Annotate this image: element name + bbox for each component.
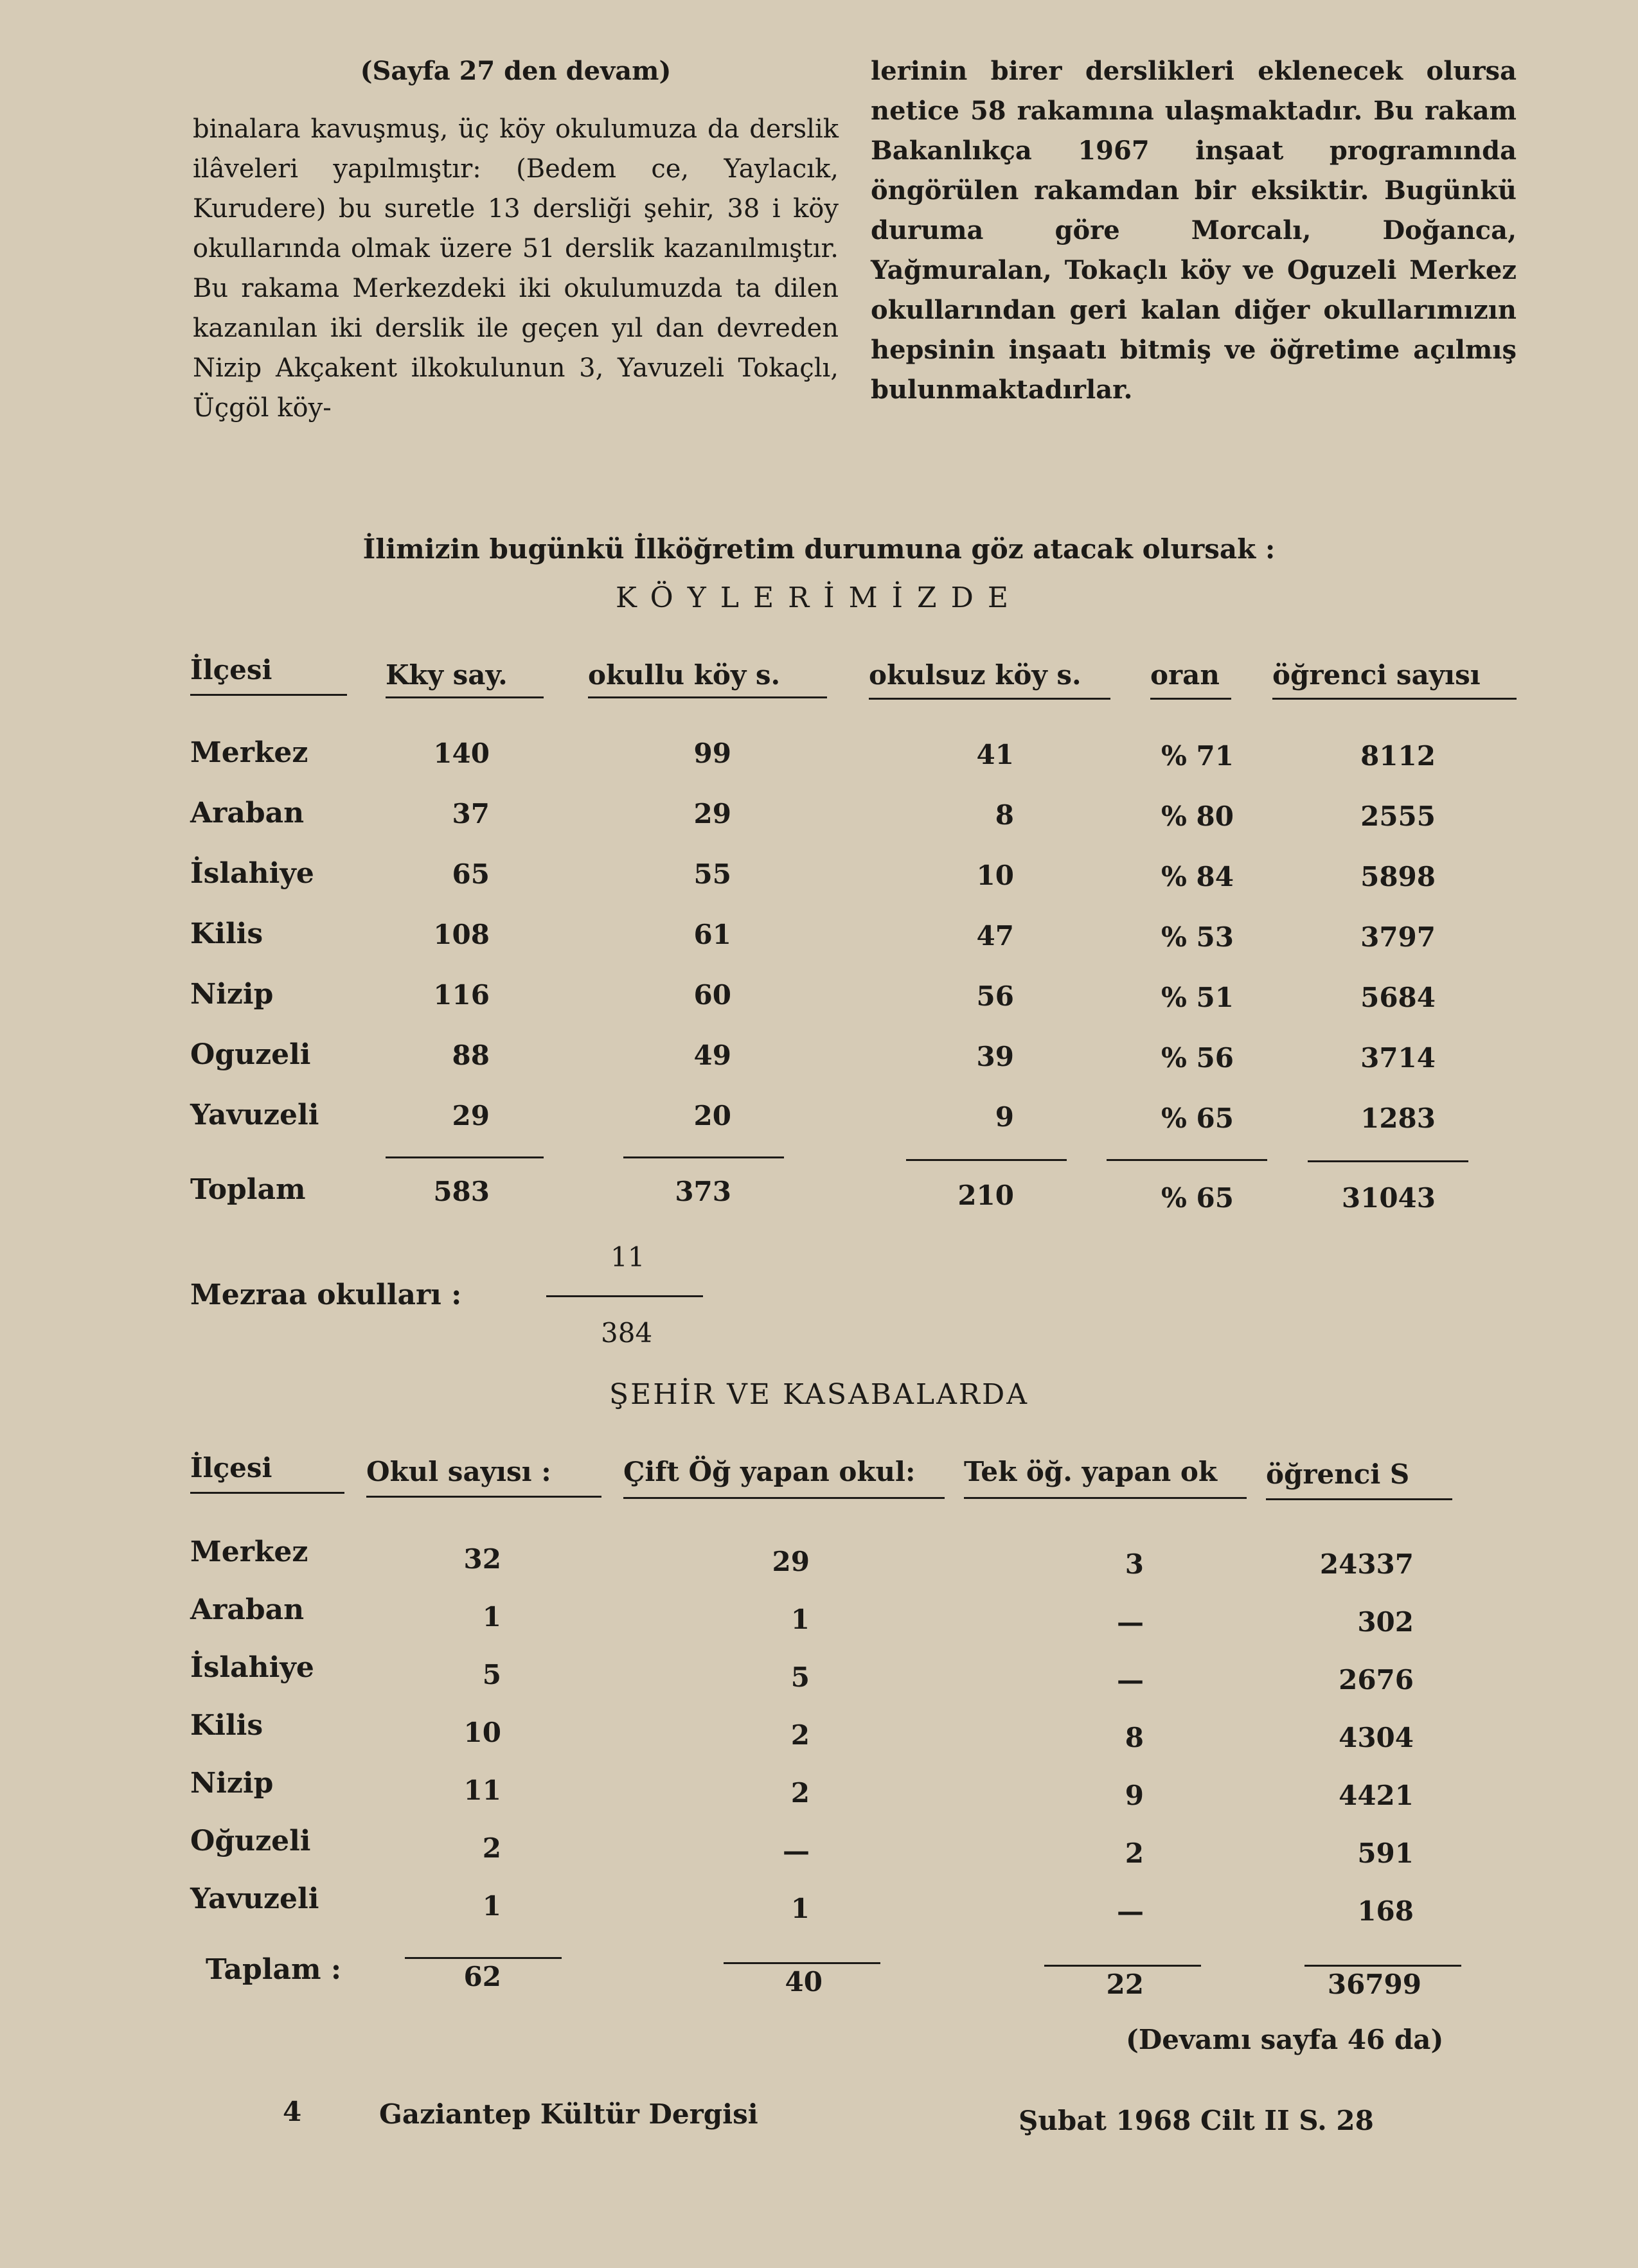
section2-title: ŞEHİR VE KASABALARDA — [609, 1378, 1029, 1411]
s2-row-okul: 1 — [482, 1601, 501, 1633]
s1-header-okullu: okullu köy s. — [588, 659, 781, 691]
s2-row-okul: 32 — [463, 1543, 501, 1575]
page-number: 4 — [283, 2096, 302, 2127]
s2-row-okul: 10 — [463, 1717, 501, 1748]
section1-intro: İlimizin bugünkü İlköğretim durumuna göz atacak olursak : — [362, 533, 1276, 565]
s2-row-tek: 8 — [1125, 1722, 1144, 1753]
s1-header-ilce: İlçesi — [190, 654, 272, 686]
s2-row-cift: 29 — [772, 1546, 810, 1577]
s2-row-ogrenci: 168 — [1357, 1895, 1414, 1927]
intro-right-text: lerinin birer derslikleri eklenecek olursa netice 58 rakamına ulaşmaktadır. Bu rakam Bakanlıkça 1967 inşaat programında öngörülen rakamdan bir eksiktir. Bugünkü duruma göre Morcalı, Doğanca, Yağmuralan, Tokaçlı köy ve Oguzeli Merkez okullarından geri kalan diğer okullarımızın hepsinin inşaatı bitmiş ve öğretime açılmış bulunmaktadırlar. — [871, 56, 1517, 405]
s2-row-ogrenci: 4304 — [1339, 1722, 1414, 1753]
intro-right-column — [871, 51, 1517, 410]
s2-row-tek: 2 — [1125, 1838, 1144, 1869]
s1-row-ilce: Merkez — [190, 736, 308, 769]
intro-left-column — [193, 51, 839, 428]
s2-total-cift: 40 — [785, 1966, 823, 1998]
s1-row-kky: 108 — [433, 919, 490, 950]
s1-row-okullu: 29 — [693, 798, 731, 829]
s1-row-okulsuz: 47 — [976, 920, 1014, 952]
s2-header-ilce: İlçesi — [190, 1452, 272, 1484]
continued-to-note: (Devamı sayfa 46 da) — [1126, 2024, 1444, 2055]
s2-row-tek: — — [1117, 1606, 1144, 1638]
s2-row-ogrenci: 302 — [1357, 1606, 1414, 1638]
s1-row-ogrenci: 5684 — [1360, 982, 1436, 1013]
s1-row-okullu: 55 — [693, 858, 731, 890]
s2-row-cift: 2 — [790, 1777, 810, 1809]
s1-row-ilce: Araban — [190, 797, 305, 829]
s2-row-ogrenci: 2676 — [1339, 1664, 1414, 1696]
s2-total-ogrenci: 36799 — [1327, 1969, 1421, 2000]
continued-from-note: (Sayfa 27 den devam) — [360, 56, 672, 86]
s1-row-oran: % 84 — [1161, 861, 1234, 892]
s2-row-okul: 11 — [463, 1775, 501, 1806]
journal-name: Gaziantep Kültür Dergisi — [379, 2098, 758, 2130]
s2-row-cift: 1 — [790, 1604, 810, 1635]
s1-row-ogrenci: 8112 — [1360, 740, 1436, 772]
s1-row-ogrenci: 3714 — [1360, 1042, 1436, 1074]
s1-row-ilce: Kilis — [190, 917, 263, 950]
s1-total-kky: 583 — [433, 1176, 490, 1207]
s2-header-ogrenci: öğrenci S — [1266, 1458, 1410, 1490]
s2-row-tek: 9 — [1125, 1780, 1144, 1811]
s2-row-ilce: Araban — [190, 1593, 305, 1626]
s1-row-ogrenci: 3797 — [1360, 921, 1436, 953]
s1-row-oran: % 65 — [1161, 1103, 1234, 1134]
s1-header-rule-kky — [386, 696, 544, 698]
s1-row-oran: % 53 — [1161, 921, 1234, 953]
s1-sum-rule-okullu — [623, 1156, 784, 1158]
s1-row-kky: 116 — [433, 979, 490, 1011]
s1-header-rule-ilce — [190, 694, 347, 696]
mezraa-sum: 384 — [601, 1317, 653, 1349]
s2-row-tek: — — [1117, 1895, 1144, 1927]
s1-row-kky: 37 — [452, 798, 490, 829]
s1-row-kky: 140 — [433, 738, 490, 769]
s1-row-okullu: 49 — [693, 1040, 731, 1071]
s2-row-ilce: Yavuzeli — [190, 1883, 319, 1915]
s2-header-rule-ilce — [190, 1492, 344, 1494]
s2-total-okul: 62 — [463, 1961, 501, 1992]
s1-header-rule-oran — [1150, 698, 1231, 700]
s2-row-ilce: Kilis — [190, 1709, 263, 1742]
mezraa-sum-rule — [546, 1295, 703, 1297]
s2-header-rule-tek — [964, 1497, 1247, 1499]
s1-row-okulsuz: 9 — [995, 1101, 1014, 1133]
s2-row-ogrenci: 24337 — [1319, 1548, 1414, 1580]
s2-header-rule-cift — [623, 1497, 945, 1499]
intro-left-text: binalara kavuşmuş, üç köy okulumuza da derslik ilâveleri yapılmıştır: (Bedem ce, Yaylacık, Kurudere) bu suretle 13 dersliği şehir, 38 i köy okullarında olmak üzere 51 derslik kazanılmıştır. Bu rakama Merkezdeki iki okulumuzda ta dilen kazanılan iki derslik ile geçen yıl dan devreden Nizip Akçakent ilkokulunun 3, Yavuzeli Tokaçlı, Üçgöl köy- — [193, 114, 839, 423]
s1-row-oran: % 80 — [1161, 801, 1234, 832]
s1-row-kky: 88 — [452, 1040, 490, 1071]
s2-row-ilce: Merkez — [190, 1536, 308, 1568]
s2-total-tek: 22 — [1106, 1969, 1144, 2000]
s1-header-ogrenci: öğrenci sayısı — [1272, 659, 1481, 691]
s1-row-oran: % 51 — [1161, 982, 1234, 1013]
s2-header-tek: Tek öğ. yapan ok — [964, 1456, 1217, 1487]
s1-row-ogrenci: 5898 — [1360, 861, 1436, 892]
s2-header-cift: Çift Öğ yapan okul: — [623, 1456, 916, 1487]
s2-row-okul: 2 — [482, 1832, 501, 1864]
s1-row-kky: 65 — [452, 858, 490, 890]
s1-row-okulsuz: 39 — [976, 1041, 1014, 1072]
s1-sum-rule-kky — [386, 1156, 544, 1158]
s1-total-label: Toplam — [190, 1173, 306, 1206]
s1-row-kky: 29 — [452, 1100, 490, 1131]
s1-total-oran: % 65 — [1161, 1182, 1234, 1214]
s2-sum-rule-cift — [724, 1962, 880, 1964]
s1-row-ilce: Yavuzeli — [190, 1099, 319, 1131]
s1-row-ilce: Nizip — [190, 978, 274, 1011]
s1-row-okullu: 20 — [693, 1100, 731, 1131]
s1-row-okullu: 60 — [693, 979, 731, 1011]
s1-sum-rule-okulsuz — [906, 1159, 1067, 1161]
s1-header-kky: Kky say. — [386, 659, 508, 691]
s2-row-tek: 3 — [1125, 1548, 1144, 1580]
s2-header-rule-ogrenci — [1266, 1498, 1452, 1500]
s2-row-cift: 1 — [790, 1893, 810, 1924]
s2-sum-rule-tek — [1044, 1965, 1201, 1967]
s2-header-rule-okul — [366, 1496, 601, 1498]
s2-row-okul: 1 — [482, 1890, 501, 1922]
s1-row-oran: % 56 — [1161, 1042, 1234, 1074]
mezraa-value: 11 — [610, 1241, 645, 1273]
s1-row-ogrenci: 2555 — [1360, 801, 1436, 832]
s1-row-oran: % 71 — [1161, 740, 1234, 772]
s1-header-rule-okulsuz — [869, 698, 1110, 700]
s2-row-okul: 5 — [482, 1659, 501, 1690]
s2-row-tek: — — [1117, 1664, 1144, 1696]
s2-sum-rule-ogrenci — [1304, 1965, 1461, 1967]
s1-row-ilce: Oguzeli — [190, 1038, 311, 1071]
s1-row-ilce: İslahiye — [190, 857, 314, 890]
section1-title: KÖYLERİMİZDE — [615, 581, 1023, 614]
s2-header-okul: Okul sayısı : — [366, 1456, 551, 1487]
s2-row-ogrenci: 591 — [1357, 1838, 1414, 1869]
s1-row-okulsuz: 8 — [995, 799, 1014, 831]
s1-total-okullu: 373 — [675, 1176, 731, 1207]
s1-row-okullu: 99 — [693, 738, 731, 769]
s1-row-ogrenci: 1283 — [1360, 1103, 1436, 1134]
s1-row-okulsuz: 10 — [976, 860, 1014, 891]
s2-row-cift: 2 — [790, 1719, 810, 1751]
s1-row-okullu: 61 — [693, 919, 731, 950]
mezraa-label: Mezraa okulları : — [190, 1279, 462, 1311]
s2-row-ilce: Nizip — [190, 1767, 274, 1800]
s2-total-label: Taplam : — [206, 1953, 342, 1986]
s1-header-oran: oran — [1150, 659, 1220, 691]
s2-row-ogrenci: 4421 — [1339, 1780, 1414, 1811]
s1-sum-rule-oran — [1107, 1159, 1267, 1161]
s2-sum-rule-okul — [405, 1957, 562, 1959]
s1-header-rule-okullu — [588, 696, 827, 698]
s2-row-ilce: Oğuzeli — [190, 1825, 311, 1857]
s1-header-okulsuz: okulsuz köy s. — [869, 659, 1082, 691]
s2-row-cift: 5 — [790, 1661, 810, 1693]
s1-total-ogrenci: 31043 — [1341, 1182, 1436, 1214]
s1-total-okulsuz: 210 — [957, 1180, 1014, 1211]
s2-row-ilce: İslahiye — [190, 1651, 314, 1684]
s1-sum-rule-ogrenci — [1308, 1160, 1468, 1162]
s2-row-cift: — — [783, 1835, 810, 1866]
s1-row-okulsuz: 41 — [976, 739, 1014, 770]
s1-header-rule-ogrenci — [1272, 698, 1517, 700]
issue-info: Şubat 1968 Cilt II S. 28 — [1019, 2105, 1374, 2136]
s1-row-okulsuz: 56 — [976, 980, 1014, 1012]
